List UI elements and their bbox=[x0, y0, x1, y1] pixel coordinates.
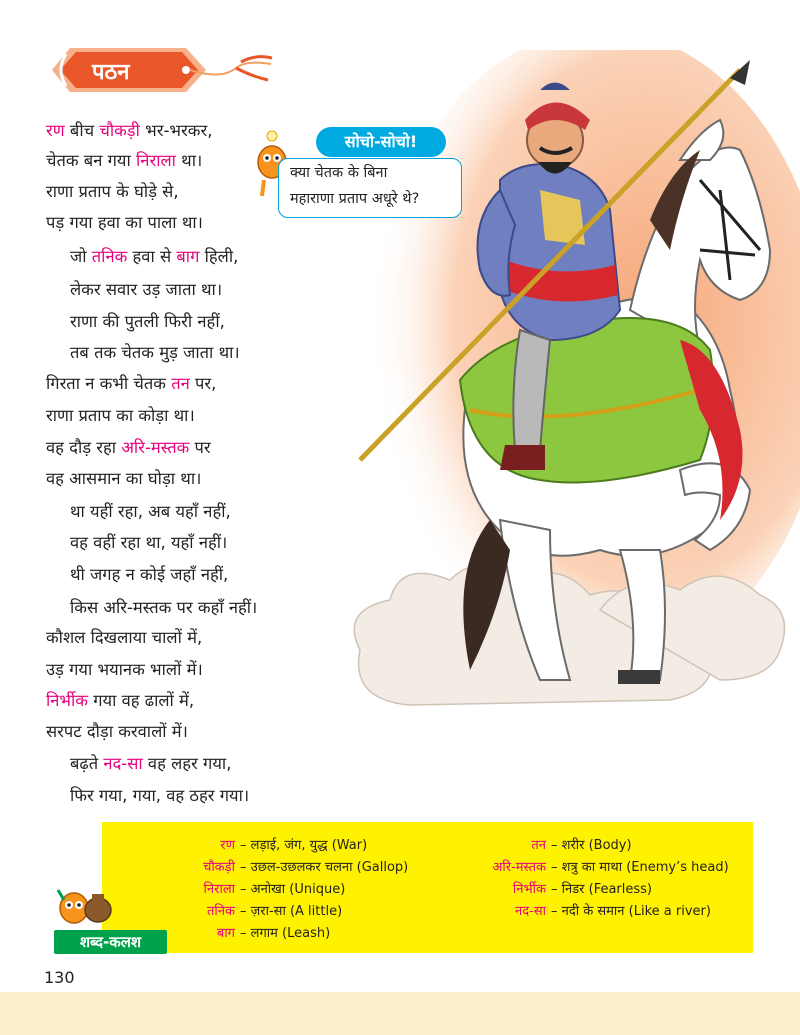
poem-line bbox=[70, 279, 222, 301]
glossary-label: शब्द-कलश bbox=[54, 930, 167, 954]
poem-text: था यहीं रहा, अब यहाँ नहीं, bbox=[70, 502, 231, 521]
poem-line bbox=[46, 181, 179, 203]
poem-text: लेकर सवार उड़ जाता था। bbox=[70, 280, 223, 299]
poem-text: था। bbox=[175, 151, 203, 170]
poem-text: वह लहर गया, bbox=[142, 754, 232, 773]
poem-line bbox=[46, 373, 216, 395]
highlighted-word: निर्भीक bbox=[46, 691, 88, 710]
glossary-meaning: – नदी के समान (Like a river) bbox=[551, 904, 711, 919]
page-number: 130 bbox=[44, 968, 75, 987]
poem-text: बीच bbox=[64, 121, 100, 140]
glossary-term: अरि-मस्तक bbox=[492, 860, 546, 875]
glossary-meaning: – लड़ाई, जंग, युद्ध (War) bbox=[240, 838, 368, 853]
poem-line bbox=[70, 342, 240, 364]
poem-text: हिली, bbox=[199, 247, 239, 266]
section-title: पठन bbox=[92, 60, 130, 85]
glossary-meaning: – शत्रु का माथा (Enemy’s head) bbox=[551, 860, 729, 875]
glossary-term: नद-सा bbox=[515, 904, 546, 919]
poem-text: गया वह ढालों में, bbox=[87, 691, 195, 710]
glossary-term: चौकड़ी bbox=[203, 860, 235, 875]
poem-text: वह दौड़ रहा bbox=[46, 438, 122, 457]
poem-text: उड़ गया भयानक भालों में। bbox=[46, 660, 203, 679]
poem-text: बढ़ते bbox=[70, 754, 104, 773]
poem-line bbox=[46, 468, 201, 490]
mascot-pot-icon bbox=[52, 880, 118, 932]
poem-line bbox=[46, 690, 194, 712]
poem-text: तब तक चेतक मुड़ जाता था। bbox=[70, 343, 240, 362]
poem-line bbox=[70, 753, 231, 775]
poem-line bbox=[70, 311, 225, 333]
poem-line bbox=[70, 532, 227, 554]
glossary-meaning: – उछल-उछलकर चलना (Gallop) bbox=[240, 860, 409, 875]
poem-text: सरपट दौड़ा करवालों में। bbox=[46, 722, 188, 741]
highlighted-word: बाग bbox=[176, 247, 200, 266]
poem-text: राणा प्रताप का कोड़ा था। bbox=[46, 406, 195, 425]
glossary-term: बाग bbox=[216, 926, 235, 941]
glossary-term: रण bbox=[220, 838, 235, 853]
poem-text: किस अरि-मस्तक पर कहाँ नहीं। bbox=[70, 598, 258, 617]
glossary-meaning: – शरीर (Body) bbox=[551, 838, 632, 853]
poem-line bbox=[70, 785, 249, 807]
poem-text: पर bbox=[189, 438, 211, 457]
glossary-meaning: – लगाम (Leash) bbox=[240, 926, 331, 941]
poem-line bbox=[46, 437, 211, 459]
poem-text: पड़ गया हवा का पाला था। bbox=[46, 213, 203, 232]
glossary-term: निर्भीक bbox=[512, 882, 546, 897]
highlighted-word: अरि-मस्तक bbox=[121, 438, 190, 457]
footer-band bbox=[0, 992, 800, 1035]
highlighted-word: नद-सा bbox=[103, 754, 143, 773]
poem-line bbox=[70, 564, 228, 586]
highlighted-word: रण bbox=[46, 121, 65, 140]
poem-text: पर, bbox=[189, 374, 217, 393]
poem-line bbox=[46, 120, 212, 142]
glossary-meaning: – निडर (Fearless) bbox=[551, 882, 652, 897]
glossary-term: निराला bbox=[203, 882, 235, 897]
poem-line bbox=[46, 721, 188, 743]
poem-text: थी जगह न कोई जहाँ नहीं, bbox=[70, 565, 229, 584]
glossary-term: तनिक bbox=[207, 904, 235, 919]
section-tag bbox=[46, 46, 276, 94]
poem-text: फिर गया, गया, वह ठहर गया। bbox=[70, 786, 250, 805]
poem-line bbox=[46, 212, 203, 234]
glossary-term: तन bbox=[531, 838, 546, 853]
poem-line bbox=[46, 659, 203, 681]
highlighted-word: तनिक bbox=[91, 247, 128, 266]
poem-text: गिरता न कभी चेतक bbox=[46, 374, 172, 393]
poem-text: राणा प्रताप के घोड़े से, bbox=[46, 182, 179, 201]
poem-line bbox=[70, 597, 257, 619]
poem-line bbox=[46, 627, 202, 649]
poem-text: हवा से bbox=[127, 247, 177, 266]
poem-text: भर-भरकर, bbox=[139, 121, 213, 140]
poem-text: वह वहीं रहा था, यहाँ नहीं। bbox=[70, 533, 228, 552]
highlighted-word: निराला bbox=[136, 151, 176, 170]
poem-line bbox=[70, 246, 238, 268]
poem-text: चेतक बन गया bbox=[46, 151, 137, 170]
poem-text: जो bbox=[70, 247, 92, 266]
glossary-meaning: – अनोखा (Unique) bbox=[240, 882, 346, 897]
think-question-line1: क्या चेतक के बिना bbox=[290, 165, 388, 181]
highlighted-word: तन bbox=[171, 374, 190, 393]
poem-line bbox=[70, 501, 231, 523]
poem-line bbox=[46, 405, 195, 427]
glossary-meaning: – ज़रा-सा (A little) bbox=[240, 904, 343, 919]
poem-line bbox=[46, 150, 202, 172]
highlighted-word: चौकड़ी bbox=[99, 121, 140, 140]
poem-text: वह आसमान का घोड़ा था। bbox=[46, 469, 202, 488]
think-question-line2: महाराणा प्रताप अधूरे थे? bbox=[290, 191, 420, 207]
poem-text: राणा की पुतली फिरी नहीं, bbox=[70, 312, 225, 331]
poem-text: कौशल दिखलाया चालों में, bbox=[46, 628, 203, 647]
think-title: सोचो-सोचो! bbox=[316, 127, 446, 157]
